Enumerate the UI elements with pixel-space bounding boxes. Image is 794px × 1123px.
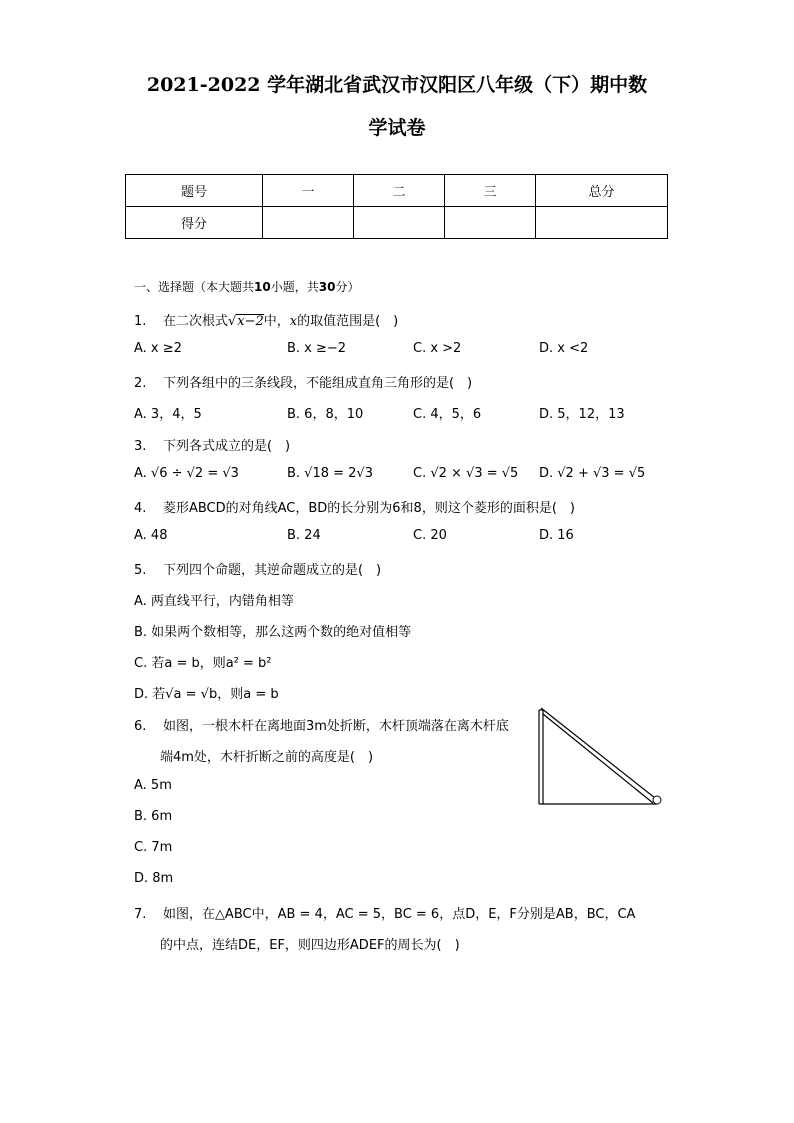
option-a[interactable]: A. √6 ÷ √2 = √3 [134, 466, 239, 481]
option-a[interactable]: A. 两直线平行，内错角相等 [134, 594, 294, 609]
question-number: 2. [134, 376, 147, 391]
section-mid: 小题，共 [270, 280, 319, 294]
question-1 [134, 310, 398, 329]
option-b[interactable]: B. √18 = 2√3 [287, 466, 373, 481]
table-cell: 一 [263, 175, 354, 207]
score-input-cell[interactable] [354, 207, 445, 239]
question-6-cont: 端4m处，木杆折断之前的高度是( ) [160, 750, 374, 765]
section-count: 10 [254, 280, 271, 294]
section-heading [134, 278, 359, 295]
question-number: 7. [134, 907, 147, 922]
question-text: 下列四个命题，其逆命题成立的是( ) [162, 563, 382, 578]
broken-pole-figure [535, 706, 665, 810]
option-a[interactable]: A. 5m [134, 778, 172, 793]
question-text: 在二次根式 [162, 314, 228, 329]
question-5 [134, 559, 381, 578]
question-7 [134, 903, 635, 922]
question-text: 的取值范围是( ) [297, 314, 399, 329]
question-3 [134, 435, 290, 454]
question-text: 中， [263, 314, 290, 329]
question-number: 5. [134, 563, 147, 578]
table-cell: 总分 [536, 175, 668, 207]
option-b[interactable]: B. 24 [287, 528, 321, 543]
question-4 [134, 497, 575, 516]
question-number: 4. [134, 501, 147, 516]
option-c[interactable]: C. 20 [413, 528, 447, 543]
section-end: 分） [335, 280, 360, 294]
option-c[interactable]: C. 7m [134, 840, 173, 855]
option-c[interactable]: C. 若a = b，则a² = b² [134, 656, 272, 671]
option-b[interactable]: B. 6，8，10 [287, 407, 364, 422]
score-table [125, 174, 668, 239]
fallen-top-lower-edge [543, 714, 653, 803]
option-d[interactable]: D. 若√a = √b，则a = b [134, 687, 279, 702]
option-a[interactable]: A. 3，4，5 [134, 407, 202, 422]
option-d[interactable]: D. x <2 [539, 341, 589, 356]
question-7-cont: 的中点，连结DE，EF，则四边形ADEF的周长为( ) [160, 938, 460, 953]
sqrt-symbol: √ [227, 314, 237, 329]
question-number: 1. [134, 314, 147, 329]
option-a[interactable]: A. x ≥2 [134, 341, 182, 356]
option-c[interactable]: C. 4，5，6 [413, 407, 482, 422]
score-input-cell[interactable] [445, 207, 536, 239]
exam-title-line1: 2021-2022 学年湖北省武汉市汉阳区八年级（下）期中数 [146, 74, 648, 96]
option-d[interactable]: D. 5，12，13 [539, 407, 625, 422]
pole-tip [653, 796, 661, 804]
question-number: 6. [134, 719, 147, 734]
question-2 [134, 372, 472, 391]
option-d[interactable]: D. 8m [134, 871, 174, 886]
radicand: x−2 [237, 314, 264, 329]
table-cell: 二 [354, 175, 445, 207]
option-b[interactable]: B. 如果两个数相等，那么这两个数的绝对值相等 [134, 625, 412, 640]
option-c[interactable]: C. x >2 [413, 341, 462, 356]
option-c[interactable]: C. √2 × √3 = √5 [413, 466, 519, 481]
option-b[interactable]: B. x ≥−2 [287, 341, 347, 356]
option-d[interactable]: D. 16 [539, 528, 574, 543]
question-6 [134, 715, 509, 734]
question-number: 3. [134, 439, 147, 454]
score-input-cell[interactable] [536, 207, 668, 239]
fallen-top-upper-edge [541, 708, 655, 798]
option-b[interactable]: B. 6m [134, 809, 173, 824]
score-input-cell[interactable] [263, 207, 354, 239]
option-d[interactable]: D. √2 + √3 = √5 [539, 466, 646, 481]
section-label: 一、选择题（本大题共 [134, 280, 255, 294]
exam-title-line2: 学试卷 [368, 117, 426, 139]
question-text: 菱形ABCD的对角线AC，BD的长分别为6和8，则这个菱形的面积是( ) [162, 501, 575, 516]
score-table-score-row [126, 207, 668, 239]
question-text: 如图，在△ABC中，AB = 4，AC = 5，BC = 6，点D，E，F分别是AB，BC，CA [162, 907, 636, 922]
table-cell: 三 [445, 175, 536, 207]
option-a[interactable]: A. 48 [134, 528, 168, 543]
question-text: 如图，一根木杆在离地面3m处折断，木杆顶端落在离木杆底 [162, 719, 509, 734]
section-points: 30 [318, 280, 336, 294]
table-cell: 题号 [126, 175, 263, 207]
question-text: 下列各组中的三条线段，不能组成直角三角形的是( ) [162, 376, 473, 391]
variable: x [289, 314, 298, 329]
question-text: 下列各式成立的是( ) [162, 439, 291, 454]
score-table-header-row [126, 175, 668, 207]
table-cell: 得分 [126, 207, 263, 239]
